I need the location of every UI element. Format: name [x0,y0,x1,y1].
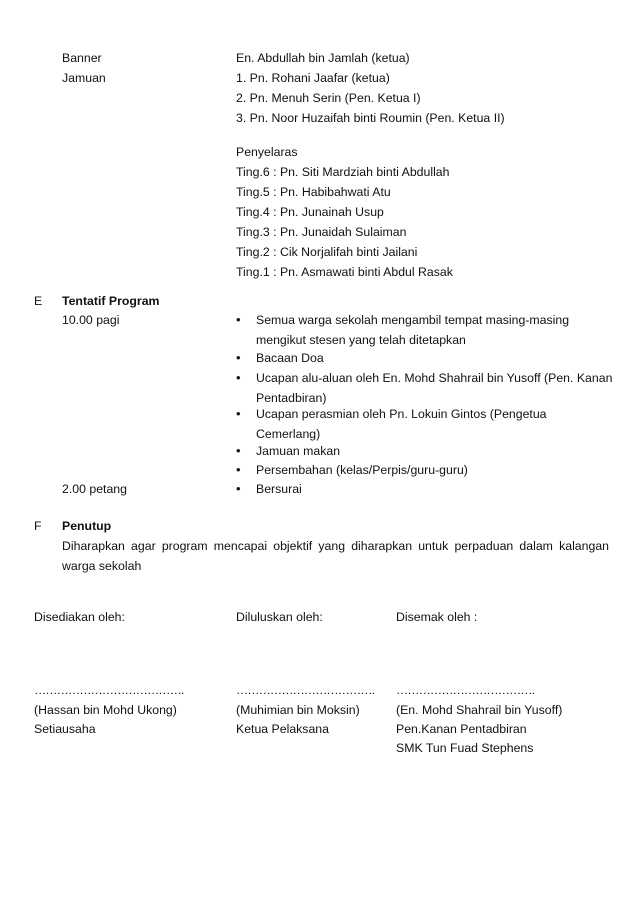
section-e-title: Tentatif Program [62,294,160,308]
jamuan-member-3: 3. Pn. Noor Huzaifah binti Roumin (Pen. Ketua II) [236,111,505,125]
jamuan-member-2: 2. Pn. Menuh Serin (Pen. Ketua I) [236,91,421,105]
program-item-4: • Ucapan perasmian oleh Pn. Lokuin Gintos (Pengetua Cemerlang) [256,404,596,444]
prepared-by-role: Setiausaha [34,722,96,736]
approved-signature-line: ………………………………. [236,683,374,697]
approved-by-name: (Muhimian bin Moksin) [236,703,360,717]
checked-by-school: SMK Tun Fuad Stephens [396,741,534,755]
banner-member: En. Abdullah bin Jamlah (ketua) [236,51,410,65]
prepared-by-name: (Hassan bin Mohd Ukong) [34,703,177,717]
section-f-text: Diharapkan agar program mencapai objektif yang diharapkan untuk perpaduan dalam kalangan warga sekolah [62,539,609,573]
prepared-signature-line: …………………………………. [34,683,184,697]
banner-label: Banner [62,51,102,65]
section-f-title: Penutup [62,519,112,533]
coordinator-ting1: Ting.1 : Pn. Asmawati binti Abdul Rasak [236,265,453,279]
section-e-letter: E [34,294,43,308]
program-item-6: • Persembahan (kelas/Perpis/guru-guru) [256,460,468,480]
coordinator-heading: Penyelaras [236,145,298,159]
coordinator-ting2: Ting.2 : Cik Norjalifah binti Jailani [236,245,418,259]
program-item-3: • Ucapan alu-aluan oleh En. Mohd Shahrail bin Yusoff (Pen. Kanan Pentadbiran) [256,368,618,408]
coordinator-ting3: Ting.3 : Pn. Junaidah Sulaiman [236,225,407,239]
approved-by-label: Diluluskan oleh: [236,610,323,624]
coordinator-ting6: Ting.6 : Pn. Siti Mardziah binti Abdullah [236,165,450,179]
prepared-by-label: Disediakan oleh: [34,610,125,624]
checked-signature-line: ………………………………. [396,683,534,697]
checked-by-label: Disemak oleh : [396,610,478,624]
checked-by-role: Pen.Kanan Pentadbiran [396,722,527,736]
jamuan-member-1: 1. Pn. Rohani Jaafar (ketua) [236,71,390,85]
program-item-7: • Bersurai [256,479,302,499]
time-afternoon: 2.00 petang [62,482,127,496]
coordinator-ting5: Ting.5 : Pn. Habibahwati Atu [236,185,391,199]
approved-by-role: Ketua Pelaksana [236,722,329,736]
coordinator-ting4: Ting.4 : Pn. Junainah Usup [236,205,384,219]
checked-by-name: (En. Mohd Shahrail bin Yusoff) [396,703,563,717]
program-item-2: • Bacaan Doa [256,348,324,368]
section-f-letter: F [34,519,42,533]
time-morning: 10.00 pagi [62,313,120,327]
program-item-1: • Semua warga sekolah mengambil tempat masing-masing mengikut stesen yang telah ditetapkan [256,310,616,350]
program-item-5: • Jamuan makan [256,441,340,461]
jamuan-label: Jamuan [62,71,106,85]
